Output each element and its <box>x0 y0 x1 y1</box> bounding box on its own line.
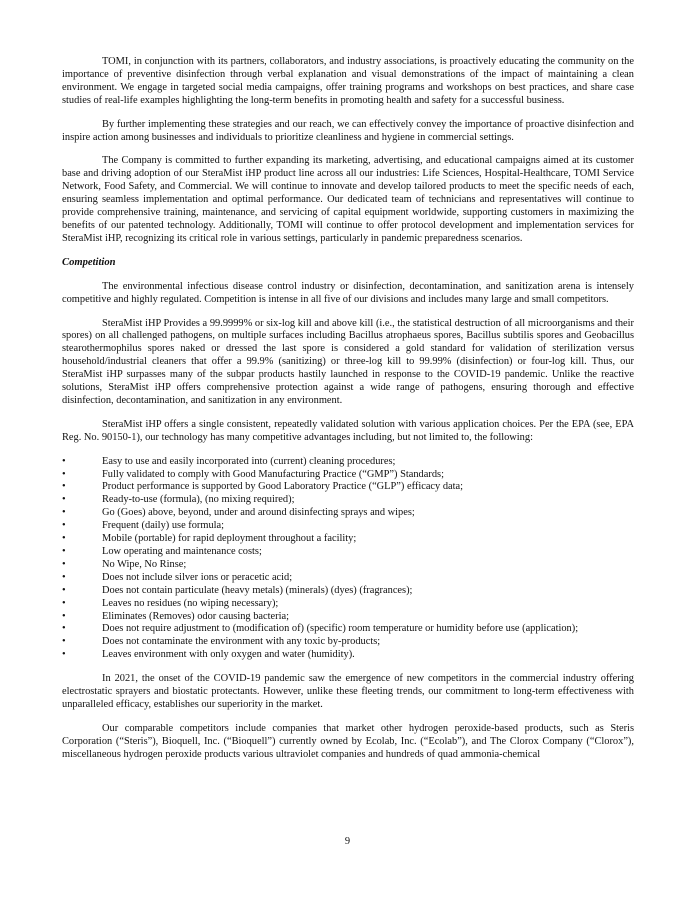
list-item <box>62 585 634 598</box>
bullet-icon: • <box>62 494 66 506</box>
page-number: 9 <box>344 836 351 847</box>
section-heading-competition: Competition <box>62 256 116 268</box>
bullet-icon: • <box>62 468 66 480</box>
list-item-text: Mobile (portable) for rapid deployment throughout a facility; <box>102 533 357 545</box>
paragraph-strategies: By further implementing these strategies and our reach, we can effectively convey the importance of proactive disinfection and inspire action among businesses and individuals to prioritize cleanliness and hygiene in commercial settings. <box>62 118 634 143</box>
list-item <box>62 469 634 482</box>
paragraph-marketing: The Company is committed to further expanding its marketing, advertising, and educational campaigns aimed at its customer base and driving adoption of our SteraMist iHP product line across all our industries: Life Sciences, Hospital-Healthcare, TOMI Service Network, Food Safety, and Commercial. We will continue to innovate and develop tailored products to meet the specific needs of each, ensuring seamless implementation and optimal performance. Our dedicated team of technicians and representatives will continue to provide comprehensive training, maintenance, and servicing of capital equipment worldwide, supporting customers in maximizing the benefits of our patented technology. Additionally, TOMI will continue to offer protocol development and implementation services for SteraMist iHP, recognizing its critical role in various settings, particularly in pandemic preparedness scenarios. <box>62 155 634 244</box>
list-item-text: Fully validated to comply with Good Manufacturing Practice (“GMP”) Standards; <box>102 468 444 480</box>
paragraph-industry: The environmental infectious disease control industry or disinfection, decontamination, and sanitization arena is intensely competitive and highly regulated. Competition is intense in all five of our divisions and includes many large and small competitors. <box>62 280 634 305</box>
list-item-text: Leaves no residues (no wiping necessary); <box>102 597 279 609</box>
paragraph-steramist-kill: SteraMist iHP Provides a 99.9999% or six-log kill and above kill (i.e., the statistical destruction of all microorganisms and their spores) on all challenged pathogens, on multiple surfaces including Bacillus atrophaeus spores, Bacillus subtilis spores and Geobacillus stearothermophilus spores naked or dressed the last spore is considered a gold standard for validation of sterilization versus household/industrial cleaners that offer a 99.9% (sanitizing) or three-log kill to 99.99% (disinfection) or four-log kill. Thus, our SteraMist iHP surpasses many of the subpar products hastily launched in response to the COVID-19 pandemic. Unlike the reactive solutions, SteraMist iHP offers comprehensive protection against a wide range of pathogens, ensuring thorough and effective disinfection, decontamination, and sanitization in any environment. <box>62 317 634 406</box>
list-item-text: Leaves environment with only oxygen and water (humidity). <box>102 649 355 661</box>
paragraph-steramist-advantages: SteraMist iHP offers a single consistent, repeatedly validated solution with various application choices. Per the EPA (see, EPA Reg. No. 90150-1), our technology has many competitive advantages including, but not limited to, the following: <box>62 418 634 443</box>
list-item <box>62 559 634 572</box>
paragraph-education: TOMI, in conjunction with its partners, collaborators, and industry associations, is proactively educating the community on the importance of preventive disinfection through verbal explanation and visual demonstrations of the impact of maintaining a clean environment. We engage in targeted social media campaigns, offer training programs and workshops on best practices, and share case studies of real-life examples highlighting the long-term benefits in promoting health and safety for a successful business. <box>62 56 634 106</box>
list-item <box>62 598 634 611</box>
bullet-icon: • <box>62 597 66 609</box>
bullet-icon: • <box>62 571 66 583</box>
list-item-text: Does not require adjustment to (modification of) (specific) room temperature or humidity before use (application); <box>102 623 579 635</box>
list-item <box>62 649 634 662</box>
list-item <box>62 623 634 636</box>
list-item <box>62 636 634 649</box>
list-item <box>62 546 634 559</box>
list-item-text: Easy to use and easily incorporated into (current) cleaning procedures; <box>102 455 396 467</box>
list-item <box>62 481 634 494</box>
bullet-icon: • <box>62 507 66 519</box>
bullet-icon: • <box>62 558 66 570</box>
list-item-text: Go (Goes) above, beyond, under and around disinfecting sprays and wipes; <box>102 507 415 519</box>
list-item <box>62 611 634 624</box>
paragraph-comparable-competitors: Our comparable competitors include companies that market other hydrogen peroxide-based products, such as Steris Corporation (“Steris”), Bioquell, Inc. (“Bioquell”) currently owned by Ecolab, Inc. (“Ecolab”), and The Clorox Company (“Clorox”), miscellaneous hydrogen peroxide products various ultraviolet companies and hundreds of quad ammonia-chemical <box>62 722 634 760</box>
list-item-text: Low operating and maintenance costs; <box>102 546 262 557</box>
bullet-icon: • <box>62 455 66 467</box>
list-item <box>62 572 634 585</box>
bullet-icon: • <box>62 533 66 545</box>
bullet-icon: • <box>62 610 66 622</box>
bullet-icon: • <box>62 584 66 596</box>
list-item-text: No Wipe, No Rinse; <box>102 558 187 570</box>
bullet-icon: • <box>62 636 66 648</box>
list-item-text: Does not contaminate the environment with any toxic by-products; <box>102 636 381 648</box>
bullet-icon: • <box>62 546 66 557</box>
list-item <box>62 520 634 533</box>
bullet-icon: • <box>62 649 66 661</box>
list-item-text: Frequent (daily) use formula; <box>102 520 225 532</box>
document-page <box>62 56 634 773</box>
bullet-icon: • <box>62 520 66 532</box>
list-item <box>62 507 634 520</box>
advantages-list <box>62 456 634 663</box>
list-item-text: Ready-to-use (formula), (no mixing required); <box>102 494 295 506</box>
list-item <box>62 494 634 507</box>
list-item-text: Does not include silver ions or peracetic acid; <box>102 571 293 583</box>
list-item <box>62 456 634 469</box>
bullet-icon: • <box>62 623 66 635</box>
bullet-icon: • <box>62 481 66 493</box>
list-item-text: Eliminates (Removes) odor causing bacteria; <box>102 610 289 622</box>
list-item-text: Product performance is supported by Good Laboratory Practice (“GLP”) efficacy data; <box>102 481 464 493</box>
list-item <box>62 533 634 546</box>
list-item-text: Does not contain particulate (heavy metals) (minerals) (dyes) (fragrances); <box>102 584 413 596</box>
paragraph-covid-competitors: In 2021, the onset of the COVID-19 pandemic saw the emergence of new competitors in the commercial industry offering electrostatic sprayers and biostatic protectants. However, unlike these fleeting trends, our commitment to long-term effectiveness with unparalleled efficacy, establishes our superiority in the market. <box>62 673 634 710</box>
